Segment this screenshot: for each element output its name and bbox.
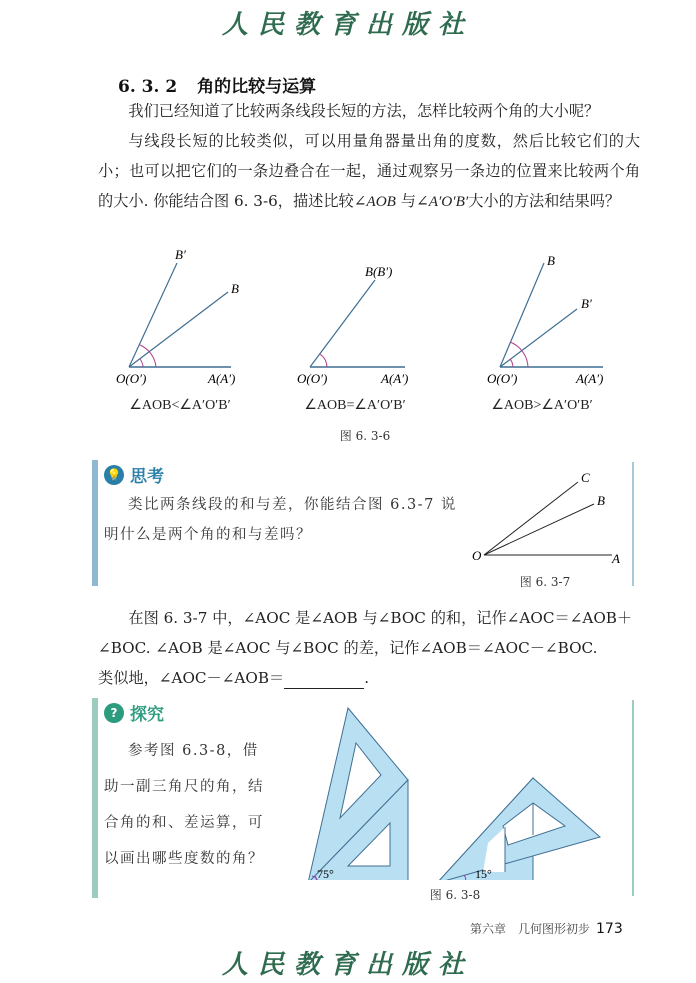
relation-greater: ∠AOB>∠A′O′B′ (491, 398, 593, 413)
section-number: 6. 3. 2 (118, 77, 178, 97)
panel-greater-than (487, 253, 603, 386)
relation-less: ∠AOB<∠A′O′B′ (129, 398, 231, 413)
section-title (118, 72, 316, 97)
svg-text:A(A′): A(A′) (381, 371, 409, 386)
figure-caption-6-3-6: 图 6. 3-6 (339, 429, 391, 443)
publisher-logo-bottom: 人民教育出版社 (221, 950, 474, 980)
svg-text:A(A′): A(A′) (576, 371, 604, 386)
angle-aob: ∠AOB (353, 193, 396, 210)
figure-6-3-6 (100, 245, 640, 405)
svg-text:B′: B′ (175, 247, 186, 262)
svg-text:C: C (581, 470, 590, 485)
figure-caption-6-3-7: 图 6. 3-7 (519, 575, 571, 589)
explore-line-2: 助一副三角尺的角，结 (104, 779, 264, 795)
explore-line-1: 参考图 6.3-8，借 (128, 743, 259, 759)
svg-text:A(A′): A(A′) (208, 371, 236, 386)
figure-6-3-7 (470, 470, 630, 570)
think-text-line2: 明什么是两个角的和与差吗？ (104, 527, 312, 543)
explore-box-right-border (632, 700, 634, 896)
svg-text:O(O′): O(O′) (116, 371, 147, 386)
section-heading: 角的比较与运算 (197, 77, 317, 97)
panel-less-than (116, 247, 239, 386)
explore-line-3: 合角的和、差运算，可 (104, 815, 264, 831)
svg-text:75°: 75° (317, 867, 334, 880)
publisher-logo-top: 人民教育出版社 (221, 10, 474, 40)
svg-text:B′: B′ (581, 296, 592, 311)
svg-text:15°: 15° (475, 867, 492, 880)
relation-equal: ∠AOB=∠A′O′B′ (304, 398, 406, 413)
angle-a-prime: ∠A′O′B′ (415, 193, 469, 210)
chapter-label: 第六章 几何图形初步 (470, 922, 591, 936)
sum-diff-line3: 类似地，∠AOC－∠AOB＝ . (98, 669, 370, 687)
think-text-line1: 类比两条线段的和与差，你能结合图 6.3-7 说 (128, 497, 457, 513)
page-number: 173 (596, 921, 623, 937)
page-footer (470, 920, 623, 937)
svg-text:O(O′): O(O′) (297, 371, 328, 386)
lightbulb-head-icon: 💡 (104, 465, 124, 485)
sum-diff-line2: ∠BOC. ∠AOB 是∠AOC 与∠BOC 的差，记作∠AOB＝∠AOC－∠BOC. (98, 639, 598, 657)
svg-text:A: A (612, 551, 620, 566)
svg-text:B: B (547, 253, 555, 268)
figure-caption-6-3-8: 图 6. 3-8 (429, 888, 481, 902)
svg-text:O(O′): O(O′) (487, 371, 518, 386)
explore-line-4: 以画出哪些度数的角？ (104, 851, 264, 867)
figure-6-3-8 (280, 700, 630, 880)
magnifier-question-icon: ? (104, 703, 124, 723)
answer-blank[interactable] (284, 670, 364, 689)
intro-paragraph-2: 与线段长短的比较类似，可以用量角器量出角的度数，然后比较它们的大小；也可以把它们的一条边叠合在一起，通过观察另一条边的位置来比较两个角的大小. 你能结合图 6. 3-6，描述比较∠AOB 与∠A′O′B′大小的方法和结果吗？ (98, 132, 640, 210)
explore-title: 探究 (130, 705, 164, 725)
svg-text:O: O (472, 548, 482, 563)
think-title: 思考 (130, 467, 164, 487)
sum-diff-line1: 在图 6. 3-7 中，∠AOC 是∠AOB 与∠BOC 的和，记作∠AOC＝∠AOB＋ (128, 609, 633, 627)
svg-text:B: B (597, 493, 605, 508)
panel-equal (297, 264, 408, 386)
svg-text:B: B (231, 281, 239, 296)
svg-text:B(B′): B(B′) (365, 264, 393, 279)
intro-paragraph-1: 我们已经知道了比较两条线段长短的方法，怎样比较两个角的大小呢？ (128, 102, 600, 120)
think-box-right-border (632, 462, 634, 586)
